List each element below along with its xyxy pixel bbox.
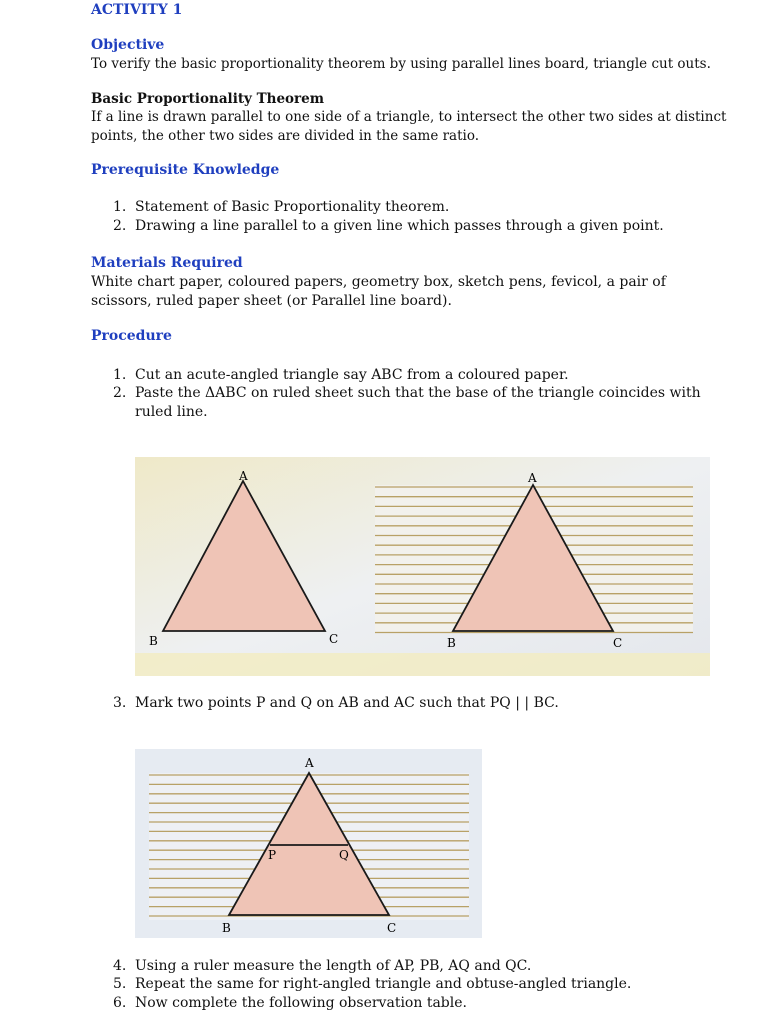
label-a: A: [305, 756, 314, 770]
photo-strip: [135, 653, 710, 676]
step-text: Paste the ΔABC on ruled sheet such that the base of the triangle coincides with: [135, 385, 701, 401]
procedure-heading: Procedure: [91, 328, 172, 344]
activity-title: ACTIVITY 1: [91, 2, 183, 18]
figure-triangle-cutout: [135, 457, 710, 676]
step-text: Mark two points P and Q on AB and AC such that PQ | | BC.: [135, 695, 559, 711]
procedure-step-2-cont: [135, 403, 208, 422]
figure-1-svg: [135, 457, 710, 676]
step-number: 3.: [113, 695, 127, 711]
step-text: Now complete the following observation table.: [135, 995, 467, 1011]
objective-text: To verify the basic proportionality theorem by using parallel lines board, triangle cut outs.: [91, 56, 711, 72]
label-p: P: [268, 848, 277, 862]
label-c: C: [387, 921, 397, 935]
procedure-step-5: [113, 975, 631, 994]
procedure-step-1: [113, 366, 569, 385]
label-c: C: [329, 632, 339, 646]
label-a: A: [528, 471, 537, 485]
list-text: Drawing a line parallel to a given line which passes through a given point.: [135, 218, 664, 234]
list-number: 2.: [113, 218, 127, 234]
theorem-heading: Basic Proportionality Theorem: [91, 91, 325, 107]
list-number: 1.: [113, 199, 127, 215]
label-b: B: [149, 634, 158, 648]
procedure-step-6: [113, 994, 467, 1013]
procedure-step-4: [113, 957, 531, 976]
label-b: B: [222, 921, 231, 935]
theorem-text-line1: If a line is drawn parallel to one side of a triangle, to intersect the other two sides at distinct: [91, 109, 727, 125]
label-c: C: [613, 636, 623, 650]
theorem-text-line2: points, the other two sides are divided in the same ratio.: [91, 128, 480, 144]
step-text: ruled line.: [135, 404, 208, 420]
step-text: Using a ruler measure the length of AP, PB, AQ and QC.: [135, 958, 532, 974]
materials-text-line1: White chart paper, coloured papers, geometry box, sketch pens, fevicol, a pair of: [91, 274, 666, 290]
step-text: Repeat the same for right-angled triangle and obtuse-angled triangle.: [135, 976, 632, 992]
label-b: B: [447, 636, 456, 650]
step-number: 4.: [113, 958, 127, 974]
procedure-step-3: [113, 694, 559, 713]
figure-triangle-pq: [135, 749, 482, 938]
label-a: A: [239, 469, 248, 483]
materials-heading: Materials Required: [91, 255, 243, 271]
step-number: 1.: [113, 367, 127, 383]
prerequisite-heading: Prerequisite Knowledge: [91, 162, 280, 178]
step-text: Cut an acute-angled triangle say ABC from a coloured paper.: [135, 367, 569, 383]
objective-heading: Objective: [91, 37, 165, 53]
list-item: [113, 198, 449, 217]
list-item: [113, 217, 664, 236]
step-number: 5.: [113, 976, 127, 992]
procedure-step-2: [113, 384, 701, 403]
step-number: 2.: [113, 385, 127, 401]
figure-2-svg: [135, 749, 482, 938]
materials-text-line2: scissors, ruled paper sheet (or Parallel line board).: [91, 293, 452, 309]
step-number: 6.: [113, 995, 127, 1011]
list-text: Statement of Basic Proportionality theorem.: [135, 199, 450, 215]
label-q: Q: [339, 848, 349, 862]
